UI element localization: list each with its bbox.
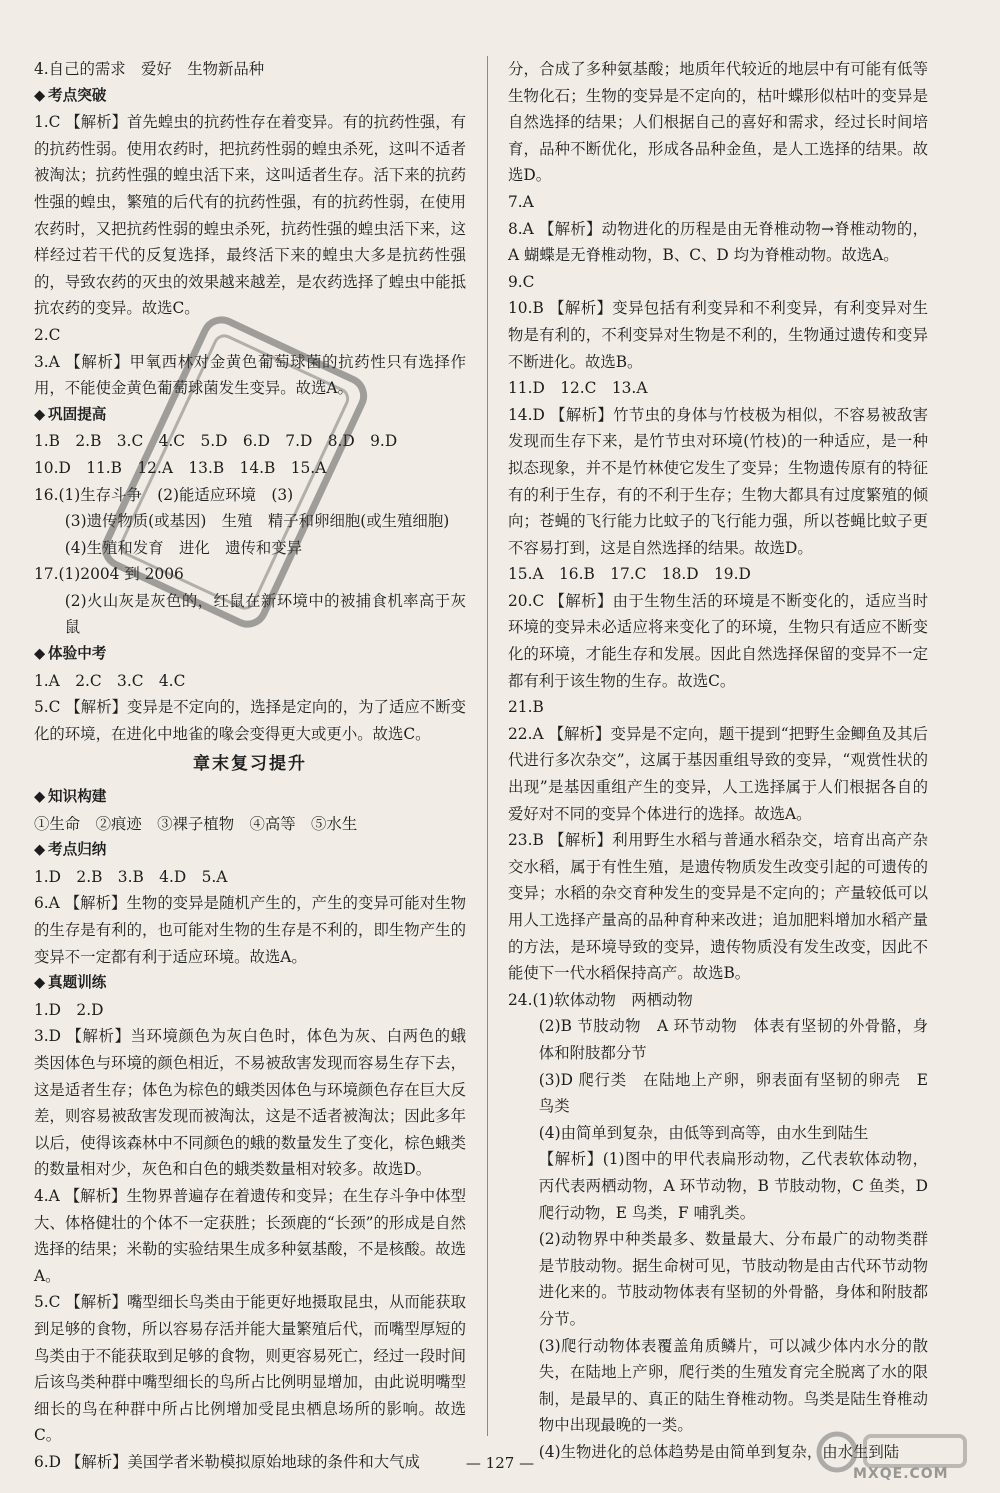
answer-subitem: (4)由简单到复杂，由低等到高等，由水生到陆生 bbox=[538, 1123, 869, 1142]
section-heading bbox=[34, 641, 466, 668]
answer-item: 2.C bbox=[34, 325, 61, 344]
section-heading-label: 体验中考 bbox=[48, 645, 107, 663]
section-heading bbox=[34, 970, 466, 997]
right-column bbox=[508, 56, 928, 1465]
diamond-icon: ◆ bbox=[34, 405, 46, 423]
answer-item: 1.D 2.B 3.B 4.D 5.A bbox=[34, 867, 228, 886]
answer-item: 22.A 【解析】变异是不定向，题干提到“把野生金鲫鱼及其后代进行多次杂交”，这属于基因重组导致的变异，“观赏性状的出现”是基因重组产生的变异，人工选择属于人们根据各自的爱好对不同的变异个体进行的选择。故选A。 bbox=[508, 724, 928, 823]
answer-item: 17.(1)2004 到 2006 bbox=[34, 565, 184, 584]
answer-subitem: (2)动物界中种类最多、数量最大、分布最广的动物类群是节肢动物。据生命树可见，节肢动物是由古代环节动物进化来的。节肢动物体表有坚韧的外骨骼，身体和附肢都分节。 bbox=[538, 1230, 928, 1328]
diamond-icon: ◆ bbox=[34, 974, 46, 992]
answer-subitem: (3)遗传物质(或基因) 生殖 精子和卵细胞(或生殖细胞) bbox=[64, 512, 450, 531]
answer-subitem: (4)生殖和发育 进化 遗传和变异 bbox=[64, 538, 303, 557]
answer-item: 11.D 12.C 13.A bbox=[508, 379, 648, 398]
answer-item: 9.C bbox=[508, 272, 535, 291]
answer-item: 16.(1)生存斗争 (2)能适应环境 (3) bbox=[34, 485, 294, 504]
answer-item: 5.C 【解析】变异是不定向的，选择是定向的，为了适应不断变化的环境，在进化中地雀的喙会变得更大或更小。故选C。 bbox=[34, 698, 466, 743]
answer-item: 8.A 【解析】动物进化的历程是由无脊椎动物→脊椎动物的，A 蝴蝶是无脊椎动物，B、C、D 均为脊椎动物。故选A。 bbox=[508, 219, 928, 265]
section-heading bbox=[34, 784, 466, 811]
section-heading-label: 知识构建 bbox=[48, 788, 107, 806]
answer-item: 21.B bbox=[508, 698, 544, 717]
answer-item: 分，合成了多种氨基酸；地质年代较近的地层中有可能有低等生物化石；生物的变异是不定向的，枯叶蝶形似枯叶的变异是自然选择的结果；人们根据自己的喜好和需求，经过长时间培育，品种不断优化，形成各品种金鱼，是人工选择的结果。故选D。 bbox=[508, 60, 928, 185]
left-column bbox=[34, 56, 466, 1475]
answer-item: 1.D 2.D bbox=[34, 1000, 104, 1019]
answer-item: 14.D 【解析】竹节虫的身体与竹枝极为相似，不容易被敌害发现而生存下来，是竹节虫对环境(竹枝)的一种适应，是一种拟态现象，并不是竹林使它发生了变异；生物遗传原有的特征有的利于生存，有的不利于生存；生物大都具有过度繁殖的倾向；苍蝇的飞行能力比蚊子的飞行能力强，所以苍蝇比蚊子更不容易打到，这是自然选择的结果。故选D。 bbox=[508, 405, 928, 557]
answer-item: 4.A 【解析】生物界普遍存在着遗传和变异；在生存斗争中体型大、体格健壮的个体不一定获胜；长颈鹿的“长颈”的形成是自然选择的结果；米勒的实验结果生成多种氨基酸，不是核酸。故选A。 bbox=[34, 1186, 466, 1285]
diamond-icon: ◆ bbox=[34, 645, 46, 663]
section-heading-label: 巩固提高 bbox=[48, 405, 107, 423]
diamond-icon: ◆ bbox=[34, 86, 46, 104]
answer-item: 5.C 【解析】嘴型细长鸟类由于能更好地摄取昆虫，从而能获取到足够的食物，所以容易存活并能大量繁殖后代，而嘴型厚短的鸟类由于不能获取到足够的食物，则更容易死亡，经过一段时间后该鸟类种群中嘴型细长的鸟所占比例明显增加，由此说明嘴型细长的鸟在种群中所占比例增加受昆虫栖息场所的影响。故选C。 bbox=[34, 1293, 466, 1445]
answer-subitem: (2)B 节肢动物 A 环节动物 体表有坚韧的外骨骼，身体和附肢都分节 bbox=[538, 1017, 928, 1062]
section-heading-label: 考点突破 bbox=[48, 86, 107, 104]
answer-item: 6.D 【解析】美国学者米勒模拟原始地球的条件和大气成 bbox=[34, 1452, 420, 1471]
answer-item: 1.B 2.B 3.C 4.C 5.D 6.D 7.D 8.D 9.D bbox=[34, 432, 398, 451]
answer-item: 6.A 【解析】生物的变异是随机产生的，产生的变异可能对生物的生存是有利的，也可能对生物的生存是不利的，即生物产生的变异不一定都有利于适应环境。故选A。 bbox=[34, 894, 466, 966]
answer-item: 7.A bbox=[508, 192, 534, 211]
section-heading bbox=[34, 837, 466, 864]
section-heading-label: 真题训练 bbox=[48, 974, 107, 992]
answer-item: 10.B 【解析】变异包括有利变异和不利变异，有利变异对生物是有利的，不利变异对生物是不利的，生物通过遗传和变异不断进化。故选B。 bbox=[508, 299, 928, 371]
answer-item: 1.C 【解析】首先蝗虫的抗药性存在着变异。有的抗药性强，有的抗药性弱。使用农药时，把抗药性弱的蝗虫杀死，这叫不适者被淘汰；抗药性强的蝗虫活下来，这叫适者生存。活下来的抗药性强的蝗虫，繁殖的后代有的抗药性强，有的抗药性弱，在使用农药时，又把抗药性弱的蝗虫杀死，抗药性强的蝗虫活下来，这样经过若干代的反复选择，最终活下来的蝗虫大多是抗药性强的，导致农药的灭虫的效果越来越差，是农药选择了蝗虫中能抵抗农药的变异。故选C。 bbox=[34, 113, 466, 318]
answer-item: 3.D 【解析】当环境颜色为灰白色时，体色为灰、白两色的蛾类因体色与环境的颜色相近，不易被敌害发现而容易生存下去，这是适者生存；体色为棕色的蛾类因体色与环境颜色存在巨大反差，则容易被敌害发现而被淘汰，这是不适者被淘汰；因此多年以后，使得该森林中不同颜色的蛾的数量发生了变化，棕色蛾类的数量相对少，灰色和白色的蛾类数量相对较多。故选D。 bbox=[34, 1027, 466, 1179]
diamond-icon: ◆ bbox=[34, 841, 46, 859]
section-heading bbox=[34, 83, 466, 110]
answer-item: ①生命 ②痕迹 ③裸子植物 ④高等 ⑤水生 bbox=[34, 814, 358, 833]
answer-subitem: 【解析】(1)图中的甲代表扁形动物，乙代表软体动物，丙代表两栖动物，A 环节动物，B 节肢动物，C 鱼类，D 爬行动物，E 鸟类，F 哺乳类。 bbox=[538, 1150, 928, 1222]
answer-item: 20.C 【解析】由于生物生活的环境是不断变化的，适应当时环境的变异未必适应将来变化了的环境，生物只有适应不断变化的环境，才能生存和发展。因此自然选择保留的变异不一定都有利于该生物的生存。故选C。 bbox=[508, 591, 928, 690]
answer-item: 4.自己的需求 爱好 生物新品种 bbox=[34, 60, 265, 78]
answer-item: 15.A 16.B 17.C 18.D 19.D bbox=[508, 565, 751, 584]
answer-subitem: (2)火山灰是灰色的，红鼠在新环境中的被捕食机率高于灰鼠 bbox=[64, 591, 466, 637]
page-number: — 127 — bbox=[465, 1454, 535, 1472]
answer-item: 10.D 11.B 12.A 13.B 14.B 15.A bbox=[34, 458, 327, 477]
answer-item: 24.(1)软体动物 两栖动物 bbox=[508, 990, 693, 1009]
answer-subitem: (3)D 爬行类 在陆地上产卵，卵表面有坚韧的卵壳 E 鸟类 bbox=[538, 1070, 928, 1116]
answer-subitem: (4)生物进化的总体趋势是由简单到复杂，由水生到陆 bbox=[538, 1442, 900, 1461]
diamond-icon: ◆ bbox=[34, 788, 46, 806]
answer-subitem: (3)爬行动物体表覆盖角质鳞片，可以减少体内水分的散失，在陆地上产卵，爬行类的生殖发育完全脱离了水的限制，是最早的、真正的陆生脊椎动物。鸟类是陆生脊椎动物中出现最晚的一类。 bbox=[538, 1336, 928, 1435]
answer-item: 3.A 【解析】甲氧西林对金黄色葡萄球菌的抗药性只有选择作用，不能使金黄色葡萄球菌发生变异。故选A。 bbox=[34, 352, 466, 398]
section-heading-label: 考点归纳 bbox=[48, 841, 107, 859]
column-divider bbox=[487, 56, 488, 1436]
chapter-review-title: 章末复习提升 bbox=[193, 754, 307, 775]
answer-item: 1.A 2.C 3.C 4.C bbox=[34, 671, 186, 690]
watermark-text: MXQE.COM bbox=[853, 1466, 949, 1482]
answer-item: 23.B 【解析】利用野生水稻与普通水稻杂交，培育出高产杂交水稻，属于有性生殖，是遗传物质发生改变引起的可遗传的变异；水稻的杂交育种发生的变异是不定向的；产量较低可以用人工选择产量高的品种育种来改进；追加肥料增加水稻产量的方法，是环境导致的变异，遗传物质没有发生改变，因此不能使下一代水稻保持高产。故选B。 bbox=[508, 831, 928, 983]
